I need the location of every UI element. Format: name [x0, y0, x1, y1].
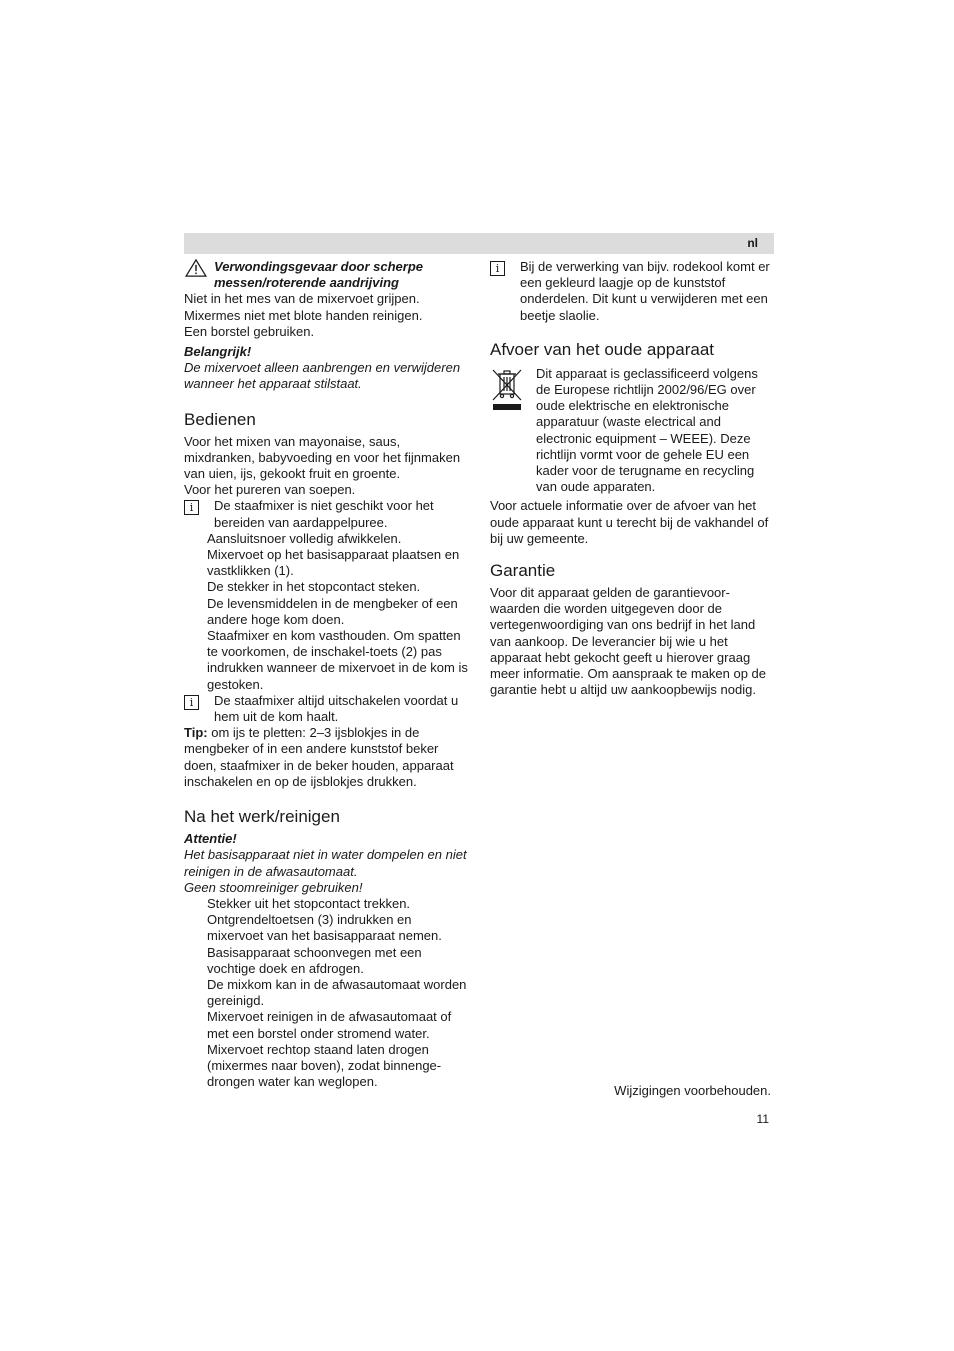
info-note — [184, 498, 470, 530]
warranty-text: Voor dit apparaat gelden de garantievoor-waarden die worden uitgegeven door de vertegenwoordiging van ons bedrijf in het land van aankoop. De leverancier bij wie u het apparaat hebt gekocht geeft u hierover graag meer informatie. Om aanspraak te maken op de garantie hebt u altijd uw aankoopbewijs nodig. — [490, 585, 767, 698]
important-label: Belangrijk! — [184, 344, 252, 360]
disposal-text: Dit apparaat is geclassificeerd volgens de Europese richtlijn 2002/96/EG over oude elektrische en elektronische apparatuur (waste electrical and electronic equipment – WEEE). Deze richtlijn vormt voor de gehele EU een kader voor de terugname en recycling van oude apparaten. — [536, 365, 758, 495]
language-code: nl — [747, 236, 758, 250]
clean-step: Basisapparaat schoonvegen met een vochtige doek en afdrogen. — [207, 944, 422, 976]
clean-step: Mixervoet reinigen in de afwasautomaat of met een borstel onder stromend water. — [207, 1009, 452, 1041]
clean-step: Ontgrendeltoetsen (3) indrukken en mixervoet van het basisapparaat nemen. — [207, 912, 442, 944]
disposal-text-2: Voor actuele informatie over de afvoer van het oude apparaat kunt u terecht bij de vakhandel of bij uw gemeente. — [490, 498, 769, 546]
warning-line: Niet in het mes van de mixervoet grijpen. — [184, 291, 420, 307]
info-note — [490, 259, 775, 324]
info-note — [184, 693, 470, 725]
step: De levensmiddelen in de mengbeker of een andere hoge kom doen. — [207, 595, 458, 627]
clean-step: Mixervoet rechtop staand laten drogen (mixermes naar boven), zodat binnenge-drongen water kan weglopen. — [207, 1041, 442, 1090]
step: Staafmixer en kom vasthouden. Om spatten te voorkomen, de inschakel-toets (2) pas indrukken wanneer de mixervoet in de kom is gestoken. — [207, 628, 468, 692]
clean-step: De mixkom kan in de afwasautomaat worden gereinigd. — [207, 976, 467, 1009]
info-icon: i — [184, 695, 199, 710]
warning-title: Verwondingsgevaar door scherpe messen/roterende aandrijving — [214, 259, 424, 291]
bedienen-intro: Voor het mixen van mayonaise, saus, mixdranken, babyvoeding en voor het fijnmaken van uien, ijs, gekookt fruit en groente. — [184, 433, 461, 482]
info-text: De staafmixer altijd uitschakelen voordat u hem uit de kom haalt. — [214, 692, 459, 725]
info-icon: i — [184, 500, 199, 515]
clean-step: Stekker uit het stopcontact trekken. — [207, 895, 411, 911]
step: Mixervoet op het basisapparaat plaatsen en vastklikken (1). — [207, 547, 460, 579]
disposal-heading: Afvoer van het oude apparaat — [490, 339, 714, 359]
right-column — [490, 259, 775, 698]
bedienen-intro-2: Voor het pureren van soepen. — [184, 482, 356, 498]
warning-block — [184, 259, 470, 291]
disposal-block — [490, 366, 775, 496]
step: De stekker in het stopcontact steken. — [207, 579, 421, 595]
weee-bin-icon — [490, 368, 524, 414]
attention-text-2: Geen stoomreiniger gebruiken! — [184, 879, 363, 895]
important-text: De mixervoet alleen aanbrengen en verwijderen wanneer het apparaat stilstaat. — [184, 360, 461, 392]
clean-heading: Na het werk/reinigen — [184, 807, 340, 827]
warning-line: Mixermes niet met blote handen reinigen. — [184, 307, 423, 323]
attention-label: Attentie! — [184, 831, 237, 847]
info-icon: i — [490, 261, 505, 276]
language-bar — [184, 233, 774, 254]
warning-triangle-icon — [184, 259, 208, 277]
footer-note: Wijzigingen voorbehouden. — [614, 1083, 771, 1098]
tip-label: Tip: — [184, 725, 208, 741]
info-text: De staafmixer is niet geschikt voor het bereiden van aardappelpuree. — [214, 498, 434, 530]
info-text: Bij de verwerking van bijv. rodekool komt er een gekleurd laagje op de kunststof onderdelen. Dit kunt u verwijderen met een beetje slaolie. — [520, 259, 770, 323]
warning-line: Een borstel gebruiken. — [184, 323, 315, 339]
left-column — [184, 259, 470, 1090]
tip-paragraph — [184, 725, 470, 790]
page-number: 11 — [756, 1112, 769, 1126]
warranty-heading: Garantie — [490, 561, 556, 581]
attention-text: Het basisapparaat niet in water dompelen en niet reinigen in de afwasautomaat. — [184, 847, 467, 879]
bedienen-heading: Bedienen — [184, 409, 256, 429]
step: Aansluitsnoer volledig afwikkelen. — [207, 530, 402, 546]
tip-text: om ijs te pletten: 2–3 ijsblokjes in de mengbeker of in een andere kunststof beker doen, staafmixer in de beker houden, apparaat inschakelen en op de ijsblokjes drukken. — [184, 725, 454, 789]
